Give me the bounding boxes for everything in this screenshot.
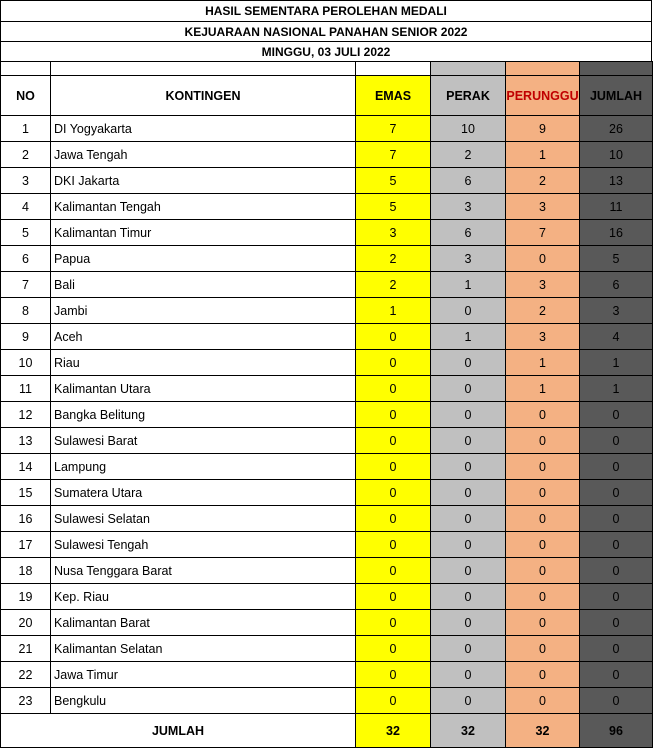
cell-emas: 0	[356, 480, 431, 506]
table-row	[1, 584, 653, 610]
cell-perunggu: 1	[506, 376, 580, 402]
cell-perunggu: 0	[506, 480, 580, 506]
cell-no: 13	[1, 428, 51, 454]
cell-no: 22	[1, 662, 51, 688]
cell-perunggu: 1	[506, 350, 580, 376]
cell-no: 18	[1, 558, 51, 584]
cell-perunggu: 0	[506, 532, 580, 558]
cell-perak: 3	[431, 246, 506, 272]
cell-jumlah: 3	[580, 298, 653, 324]
cell-jumlah: 0	[580, 558, 653, 584]
cell-emas: 0	[356, 532, 431, 558]
cell-emas: 0	[356, 636, 431, 662]
cell-jumlah: 0	[580, 454, 653, 480]
cell-no: 9	[1, 324, 51, 350]
cell-emas: 0	[356, 610, 431, 636]
spacer-cell	[431, 62, 506, 76]
cell-jumlah: 1	[580, 376, 653, 402]
cell-emas: 1	[356, 298, 431, 324]
medal-table	[0, 61, 653, 748]
cell-emas: 0	[356, 506, 431, 532]
cell-perunggu: 0	[506, 636, 580, 662]
table-row	[1, 688, 653, 714]
spacer-cell	[1, 62, 51, 76]
cell-jumlah: 0	[580, 480, 653, 506]
cell-perunggu: 0	[506, 454, 580, 480]
table-row	[1, 246, 653, 272]
cell-no: 14	[1, 454, 51, 480]
cell-emas: 2	[356, 246, 431, 272]
cell-perunggu: 0	[506, 558, 580, 584]
cell-no: 16	[1, 506, 51, 532]
cell-kontingen: Kep. Riau	[51, 584, 356, 610]
cell-emas: 7	[356, 142, 431, 168]
cell-jumlah: 6	[580, 272, 653, 298]
cell-emas: 0	[356, 376, 431, 402]
cell-perunggu: 1	[506, 142, 580, 168]
cell-jumlah: 0	[580, 532, 653, 558]
cell-perak: 6	[431, 220, 506, 246]
cell-jumlah: 0	[580, 688, 653, 714]
cell-perak: 0	[431, 376, 506, 402]
cell-no: 10	[1, 350, 51, 376]
cell-emas: 0	[356, 688, 431, 714]
cell-emas: 2	[356, 272, 431, 298]
cell-emas: 0	[356, 662, 431, 688]
header-no: NO	[1, 76, 51, 116]
cell-kontingen: Sulawesi Selatan	[51, 506, 356, 532]
cell-no: 17	[1, 532, 51, 558]
table-row	[1, 168, 653, 194]
cell-jumlah: 13	[580, 168, 653, 194]
cell-no: 4	[1, 194, 51, 220]
cell-kontingen: Sulawesi Tengah	[51, 532, 356, 558]
header-jumlah: JUMLAH	[580, 76, 653, 116]
cell-perunggu: 9	[506, 116, 580, 142]
cell-no: 15	[1, 480, 51, 506]
cell-jumlah: 0	[580, 402, 653, 428]
table-row	[1, 324, 653, 350]
cell-no: 11	[1, 376, 51, 402]
cell-perak: 0	[431, 402, 506, 428]
table-row	[1, 506, 653, 532]
cell-emas: 0	[356, 454, 431, 480]
cell-kontingen: Bengkulu	[51, 688, 356, 714]
cell-kontingen: Riau	[51, 350, 356, 376]
table-row	[1, 194, 653, 220]
cell-perak: 0	[431, 532, 506, 558]
cell-emas: 0	[356, 402, 431, 428]
cell-perak: 0	[431, 610, 506, 636]
cell-perak: 6	[431, 168, 506, 194]
cell-perunggu: 0	[506, 584, 580, 610]
cell-perunggu: 0	[506, 688, 580, 714]
table-row	[1, 636, 653, 662]
cell-perunggu: 0	[506, 506, 580, 532]
cell-jumlah: 5	[580, 246, 653, 272]
cell-perak: 0	[431, 454, 506, 480]
cell-no: 8	[1, 298, 51, 324]
cell-perunggu: 3	[506, 194, 580, 220]
cell-kontingen: Kalimantan Timur	[51, 220, 356, 246]
table-row	[1, 116, 653, 142]
cell-no: 3	[1, 168, 51, 194]
title-line-3: MINGGU, 03 JULI 2022	[0, 41, 652, 61]
cell-perak: 10	[431, 116, 506, 142]
cell-no: 2	[1, 142, 51, 168]
cell-kontingen: Bali	[51, 272, 356, 298]
cell-kontingen: Jambi	[51, 298, 356, 324]
cell-jumlah: 0	[580, 636, 653, 662]
total-jumlah: 96	[580, 714, 653, 748]
cell-kontingen: Nusa Tenggara Barat	[51, 558, 356, 584]
cell-perunggu: 0	[506, 610, 580, 636]
total-label: JUMLAH	[1, 714, 356, 748]
cell-jumlah: 11	[580, 194, 653, 220]
table-row	[1, 298, 653, 324]
cell-jumlah: 10	[580, 142, 653, 168]
cell-perak: 0	[431, 558, 506, 584]
cell-perak: 0	[431, 636, 506, 662]
cell-perak: 0	[431, 584, 506, 610]
cell-perak: 0	[431, 662, 506, 688]
cell-emas: 5	[356, 168, 431, 194]
cell-perunggu: 0	[506, 246, 580, 272]
spacer-cell	[356, 62, 431, 76]
cell-perak: 2	[431, 142, 506, 168]
cell-no: 21	[1, 636, 51, 662]
header-kontingen: KONTINGEN	[51, 76, 356, 116]
cell-kontingen: Sumatera Utara	[51, 480, 356, 506]
header-emas: EMAS	[356, 76, 431, 116]
cell-perunggu: 0	[506, 428, 580, 454]
cell-jumlah: 0	[580, 662, 653, 688]
cell-jumlah: 0	[580, 506, 653, 532]
table-row	[1, 376, 653, 402]
cell-kontingen: DKI Jakarta	[51, 168, 356, 194]
total-row	[1, 714, 653, 748]
header-row	[1, 76, 653, 116]
spacer-cell	[506, 62, 580, 76]
cell-kontingen: Kalimantan Barat	[51, 610, 356, 636]
cell-perak: 1	[431, 272, 506, 298]
cell-no: 19	[1, 584, 51, 610]
cell-kontingen: Bangka Belitung	[51, 402, 356, 428]
cell-kontingen: Kalimantan Utara	[51, 376, 356, 402]
cell-emas: 7	[356, 116, 431, 142]
spacer-row	[1, 62, 653, 76]
cell-perak: 0	[431, 428, 506, 454]
cell-kontingen: DI Yogyakarta	[51, 116, 356, 142]
title-line-2: KEJUARAAN NASIONAL PANAHAN SENIOR 2022	[0, 21, 652, 41]
cell-perak: 0	[431, 506, 506, 532]
cell-jumlah: 1	[580, 350, 653, 376]
cell-no: 12	[1, 402, 51, 428]
table-row	[1, 454, 653, 480]
header-perunggu: PERUNGGU	[506, 76, 580, 116]
cell-emas: 0	[356, 428, 431, 454]
spacer-cell	[580, 62, 653, 76]
cell-perunggu: 3	[506, 324, 580, 350]
cell-emas: 0	[356, 350, 431, 376]
cell-perak: 0	[431, 350, 506, 376]
cell-perak: 1	[431, 324, 506, 350]
table-row	[1, 428, 653, 454]
table-row	[1, 558, 653, 584]
total-perak: 32	[431, 714, 506, 748]
cell-emas: 0	[356, 324, 431, 350]
spacer-cell	[51, 62, 356, 76]
cell-perunggu: 0	[506, 662, 580, 688]
table-row	[1, 402, 653, 428]
cell-no: 5	[1, 220, 51, 246]
table-row	[1, 480, 653, 506]
cell-kontingen: Kalimantan Selatan	[51, 636, 356, 662]
cell-no: 7	[1, 272, 51, 298]
table-row	[1, 662, 653, 688]
table-row	[1, 532, 653, 558]
table-row	[1, 220, 653, 246]
cell-kontingen: Aceh	[51, 324, 356, 350]
cell-perunggu: 3	[506, 272, 580, 298]
total-perunggu: 32	[506, 714, 580, 748]
cell-kontingen: Lampung	[51, 454, 356, 480]
cell-no: 20	[1, 610, 51, 636]
cell-jumlah: 0	[580, 584, 653, 610]
cell-perunggu: 0	[506, 402, 580, 428]
cell-jumlah: 26	[580, 116, 653, 142]
cell-kontingen: Papua	[51, 246, 356, 272]
table-row	[1, 272, 653, 298]
cell-perunggu: 2	[506, 168, 580, 194]
cell-perunggu: 2	[506, 298, 580, 324]
cell-kontingen: Sulawesi Barat	[51, 428, 356, 454]
table-row	[1, 350, 653, 376]
header-perak: PERAK	[431, 76, 506, 116]
cell-emas: 0	[356, 558, 431, 584]
table-body	[1, 116, 653, 714]
cell-kontingen: Jawa Timur	[51, 662, 356, 688]
cell-perak: 3	[431, 194, 506, 220]
cell-jumlah: 0	[580, 610, 653, 636]
title-line-1: HASIL SEMENTARA PEROLEHAN MEDALI	[0, 0, 652, 21]
cell-no: 23	[1, 688, 51, 714]
cell-emas: 3	[356, 220, 431, 246]
cell-jumlah: 0	[580, 428, 653, 454]
cell-perak: 0	[431, 480, 506, 506]
cell-no: 1	[1, 116, 51, 142]
cell-perak: 0	[431, 298, 506, 324]
cell-kontingen: Kalimantan Tengah	[51, 194, 356, 220]
cell-jumlah: 16	[580, 220, 653, 246]
cell-jumlah: 4	[580, 324, 653, 350]
cell-perak: 0	[431, 688, 506, 714]
table-row	[1, 142, 653, 168]
total-emas: 32	[356, 714, 431, 748]
cell-emas: 0	[356, 584, 431, 610]
table-row	[1, 610, 653, 636]
cell-no: 6	[1, 246, 51, 272]
cell-perunggu: 7	[506, 220, 580, 246]
cell-emas: 5	[356, 194, 431, 220]
cell-kontingen: Jawa Tengah	[51, 142, 356, 168]
